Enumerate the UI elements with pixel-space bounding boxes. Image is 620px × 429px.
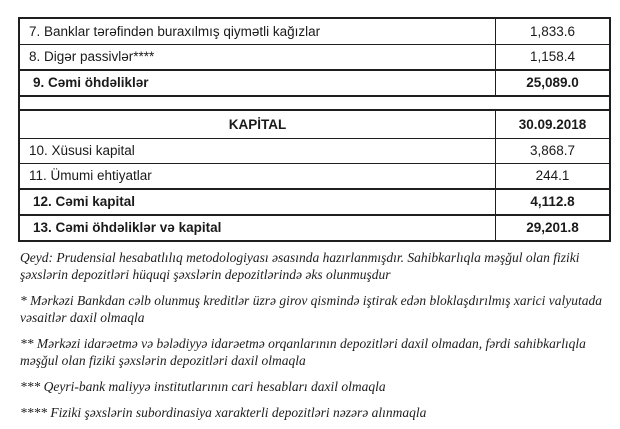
table-row xyxy=(20,163,609,188)
footnote-4: **** Fiziki şəxslərin subordinasiya xarakterli depozitləri nəzərə alınmaqla xyxy=(20,405,427,420)
row-value: 25,089.0 xyxy=(495,71,609,95)
row-label: 9. Cəmi öhdəliklər xyxy=(33,75,149,91)
table-row xyxy=(20,138,609,163)
row-value: 3,868.7 xyxy=(495,139,609,163)
row-value: 1,833.6 xyxy=(495,19,609,44)
footnotes xyxy=(18,249,611,421)
footnote-2: ** Mərkəzi idarəetmə və bələdiyyə idarəetmə orqanlarının depozitləri daxil olmadan, fərdi sahibkarlıqla məşğul olan fiziki şəxslərin depozitləri daxil olmaqla xyxy=(20,336,586,368)
row-value: 244.1 xyxy=(495,164,609,188)
table-row xyxy=(20,44,609,69)
row-label: 8. Digər passivlər**** xyxy=(29,49,155,65)
liabilities-table xyxy=(18,17,611,97)
report-date: 30.09.2018 xyxy=(495,111,609,138)
table-row-total-liabilities-and-capital xyxy=(20,214,609,240)
capital-header-row xyxy=(20,111,609,138)
row-value: 29,201.8 xyxy=(495,216,609,240)
table-row-total-liabilities xyxy=(20,69,609,95)
footnote-1: * Mərkəzi Bankdan cəlb olunmuş kreditlər üzrə girov qismində iştirak edən bloklaşdırılmış xarici valyutada vəsaitlər daxil olmaqla xyxy=(20,293,603,325)
financial-statement xyxy=(18,17,611,429)
capital-table xyxy=(18,109,611,242)
row-label: 12. Cəmi kapital xyxy=(33,194,136,210)
table-row-total-capital xyxy=(20,188,609,214)
row-value: 1,158.4 xyxy=(495,45,609,69)
table-section-gap xyxy=(18,97,611,109)
footnote-qeyd: Qeyd: Prudensial hesabatlılıq metodologiyası əsasında hazırlanmışdır. Sahibkarlıqla məşğul olan fiziki şəxslərin depozitləri hüquqi şəxslərin depozitlərində əks olunmuşdur xyxy=(20,250,580,282)
row-label: 7. Banklar tərəfindən buraxılmış qiymətli kağızlar xyxy=(29,23,321,39)
table-row xyxy=(20,19,609,44)
row-label: 13. Cəmi öhdəliklər və kapital xyxy=(33,220,222,236)
row-label: 11. Ümumi ehtiyatlar xyxy=(29,168,152,184)
row-value: 4,112.8 xyxy=(495,190,609,214)
capital-title: KAPİTAL xyxy=(228,116,287,132)
footnote-3: *** Qeyri-bank maliyyə institutlarının cari hesabları daxil olmaqla xyxy=(20,379,386,394)
row-label: 10. Xüsusi kapital xyxy=(29,143,135,159)
